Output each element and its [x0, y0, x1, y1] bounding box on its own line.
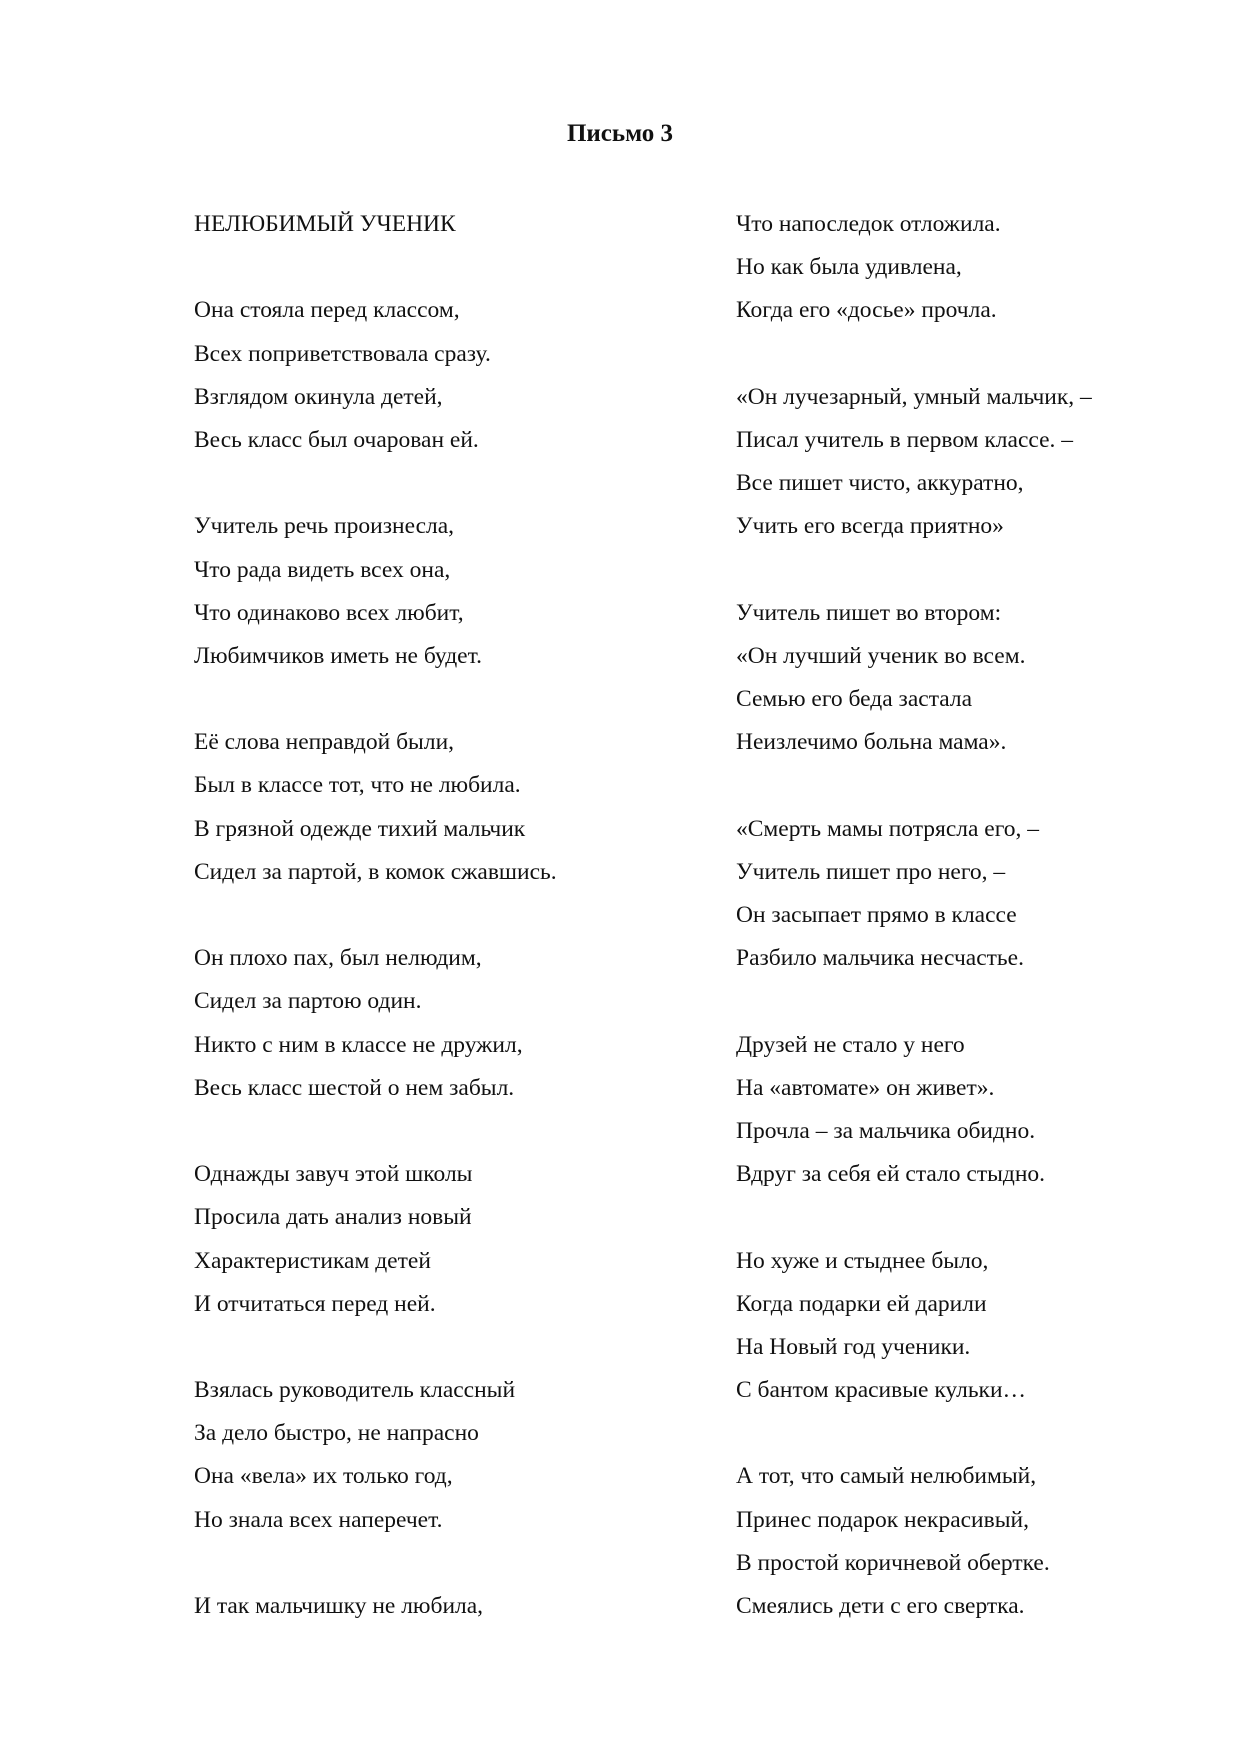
poem-line: Характеристикам детей [194, 1247, 431, 1274]
poem-line: Что одинаково всех любит, [194, 599, 464, 626]
poem-line: Неизлечимо больна мама». [736, 729, 1007, 756]
poem-line: Просила дать анализ новый [194, 1204, 472, 1231]
poem-line: Она стояла перед классом, [194, 297, 460, 324]
poem-line: За дело быстро, не напрасно [194, 1420, 479, 1447]
poem-line: Что рада видеть всех она, [194, 556, 451, 583]
stanza-break [736, 549, 1206, 592]
stanza-break [194, 246, 714, 289]
poem-line: Взглядом окинула детей, [194, 383, 443, 410]
poem-title: НЕЛЮБИМЫЙ УЧЕНИК [194, 211, 456, 237]
poem-line: Вдруг за себя ей стало стыдно. [736, 1161, 1046, 1188]
poem-line: В простой коричневой обертке. [736, 1549, 1050, 1576]
stanza-break [736, 1196, 1206, 1239]
poem-line: Любимчиков иметь не будет. [194, 642, 482, 669]
poem-line: Она «вела» их только год, [194, 1463, 453, 1490]
poem-line: На Новый год ученики. [736, 1333, 971, 1360]
poem-line: Весь класс шестой о нем забыл. [194, 1074, 515, 1101]
poem-line: И так мальчишку не любила, [194, 1593, 484, 1619]
poem-line: Семью его беда застала [736, 686, 973, 713]
poem-line: Разбило мальчика несчастье. [736, 945, 1024, 972]
poem-line: Её слова неправдой были, [194, 729, 455, 756]
poem-line: Что напоследок отложила. [736, 211, 1001, 237]
poem-line: Писал учитель в первом классе. – [736, 426, 1074, 453]
stanza-break [736, 980, 1206, 1023]
poem-line: Друзей не стало у него [736, 1031, 965, 1058]
poem-line: Когда его «досье» прочла. [736, 297, 997, 324]
poem-line: Но как была удивлена, [736, 254, 962, 281]
poem-line: Но хуже и стыднее было, [736, 1247, 989, 1274]
poem-line: «Он лучший ученик во всем. [736, 642, 1026, 669]
poem-line: С бантом красивые кульки… [736, 1377, 1027, 1404]
poem-line: Весь класс был очарован ей. [194, 426, 479, 453]
poem-line: Всех поприветствовала сразу. [194, 340, 491, 367]
poem-line: Учитель пишет про него, – [736, 858, 1006, 885]
poem-line: Учитель речь произнесла, [194, 513, 455, 540]
letter-heading: Письмо 3 [566, 120, 674, 147]
poem-line: И отчитаться перед ней. [194, 1290, 436, 1317]
poem-line: Он засыпает прямо в классе [736, 902, 1017, 928]
poem-column-left [194, 203, 714, 1628]
poem-line: Прочла – за мальчика обидно. [736, 1117, 1036, 1144]
stanza-break [194, 1542, 714, 1585]
poem-line: Принес подарок некрасивый, [736, 1506, 1029, 1533]
poem-line: Был в классе тот, что не любила. [194, 772, 521, 799]
poem-line: Однажды завуч этой школы [194, 1161, 473, 1188]
poem-line: А тот, что самый нелюбимый, [736, 1463, 1037, 1490]
poem-line: Сидел за партою один. [194, 988, 422, 1015]
poem-line: Смеялись дети с его свертка. [736, 1593, 1025, 1619]
poem-line: «Смерть мамы потрясла его, – [736, 815, 1040, 842]
poem-line: Когда подарки ей дарили [736, 1290, 987, 1317]
poem-line: Сидел за партой, в комок сжавшись. [194, 858, 557, 885]
poem-column-right [736, 203, 1206, 1628]
poem-line: Все пишет чисто, аккуратно, [736, 470, 1024, 497]
poem-line: Он плохо пах, был нелюдим, [194, 945, 482, 972]
stanza-break [194, 1110, 714, 1153]
poem-line: Взялась руководитель классный [194, 1377, 516, 1404]
stanza-break [194, 1326, 714, 1369]
stanza-break [736, 333, 1206, 376]
poem-line: Никто с ним в классе не дружил, [194, 1031, 523, 1058]
poem-line: Учитель пишет во втором: [736, 599, 1002, 626]
stanza-break [736, 764, 1206, 807]
stanza-break [194, 894, 714, 937]
stanza-break [194, 462, 714, 505]
poem-line: Но знала всех наперечет. [194, 1506, 443, 1533]
poem-line: «Он лучезарный, умный мальчик, – [736, 383, 1092, 410]
poem-line: В грязной одежде тихий мальчик [194, 815, 526, 842]
stanza-break [194, 678, 714, 721]
poem-line: Учить его всегда приятно» [736, 513, 1004, 540]
poem-line: На «автомате» он живет». [736, 1074, 995, 1101]
stanza-break [736, 1412, 1206, 1455]
